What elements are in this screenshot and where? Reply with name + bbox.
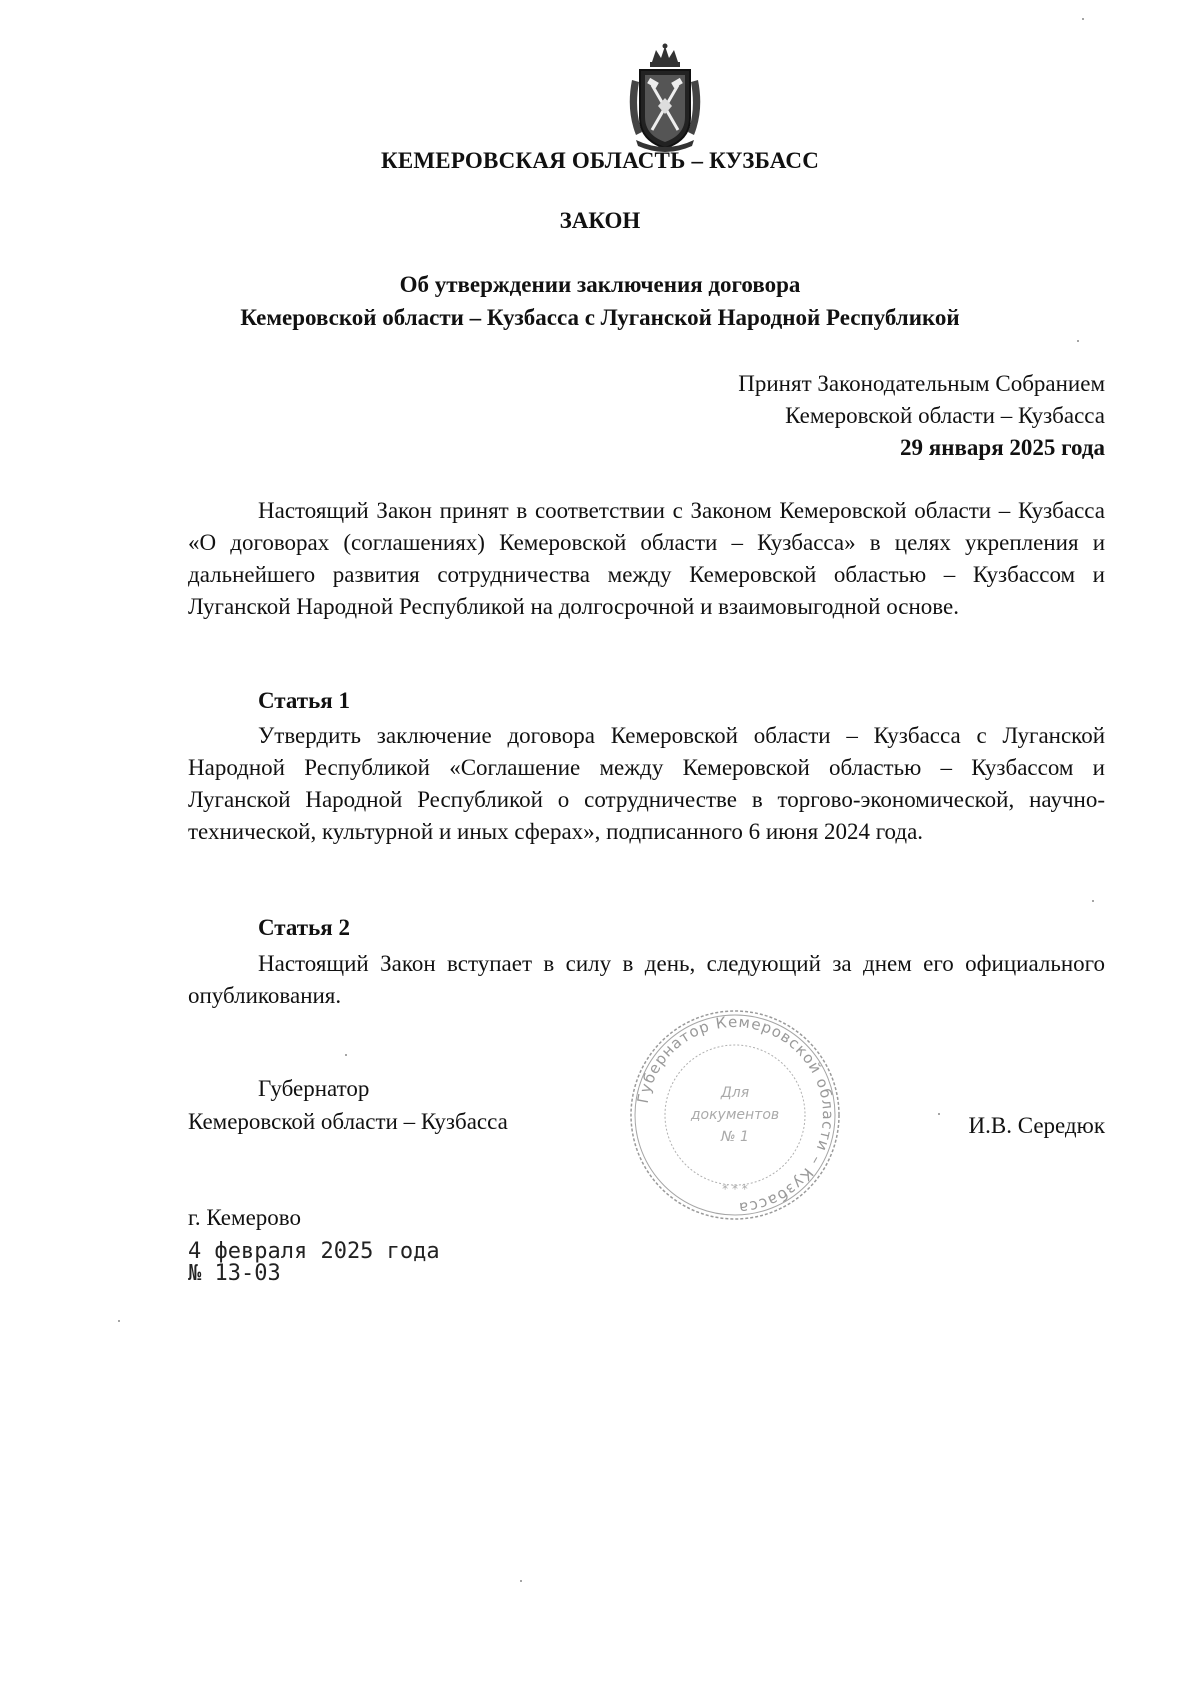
- seal-ring-text: Губернатор Кемеровской области – Кузбасса: [633, 1012, 838, 1218]
- scan-speck: [1077, 340, 1079, 342]
- law-title-line-2: Кемеровской области – Кузбасса с Луганской Народной Республикой: [240, 305, 960, 330]
- article-2-heading: Статья 2: [258, 915, 350, 940]
- seal-center-line-1: Для: [720, 1085, 750, 1101]
- adoption-line-2: Кемеровской области – Кузбасса: [785, 403, 1105, 428]
- adoption-date: 29 января 2025 года: [900, 435, 1105, 460]
- scan-speck: [1082, 18, 1084, 20]
- seal-center-line-3: № 1: [721, 1129, 749, 1145]
- document-type: ЗАКОН: [559, 208, 641, 233]
- signatory-position: Губернатор: [258, 1076, 370, 1101]
- city-of-signing: г. Кемерово: [188, 1205, 301, 1230]
- signatory-region: Кемеровской области – Кузбасса: [188, 1109, 508, 1134]
- registration-date: 4 февраля 2025 года: [188, 1239, 440, 1264]
- scan-speck: [520, 1580, 522, 1582]
- scan-speck: [345, 1054, 347, 1056]
- article-1-text: Утвердить заключение договора Кемеровской области – Кузбасса с Луганской Народной Республикой «Соглашение между Кемеровской областью – Кузбассом и Луганской Народной Республикой о сотрудничестве в торгово-экономической, научно-технической, культурной и иных сферах», подписанного 6 июня 2024 года.: [188, 723, 1105, 844]
- adoption-block: [738, 368, 1105, 464]
- registration-number: № 13-03: [188, 1261, 281, 1286]
- preamble-paragraph: Настоящий Закон принят в соответствии с Законом Кемеровской области – Кузбасса «О договорах (соглашениях) Кемеровской области – Кузбасса» в целях укрепления и дальнейшего развития сотрудничества между Кемеровской областью – Кузбассом и Луганской Народной Республикой на долгосрочной и взаимовыгодной основе.: [188, 498, 1105, 619]
- region-title: КЕМЕРОВСКАЯ ОБЛАСТЬ – КУЗБАСС: [380, 148, 820, 173]
- scan-speck: [938, 1113, 940, 1115]
- registration-stamp: [188, 1241, 440, 1285]
- official-seal: [625, 1005, 845, 1225]
- seal-center-line-2: документов: [690, 1107, 780, 1123]
- seal-stars: * * *: [722, 1182, 748, 1196]
- scan-speck: [1092, 900, 1094, 902]
- law-title-line-1: Об утверждении заключения договора: [399, 272, 801, 297]
- scan-speck: [118, 1320, 120, 1322]
- signatory-name: И.В. Середюк: [968, 1113, 1105, 1138]
- article-2-text: Настоящий Закон вступает в силу в день, следующий за днем его официального опубликования.: [188, 951, 1105, 1008]
- coat-of-arms-icon: [622, 40, 708, 152]
- adoption-line-1: Принят Законодательным Собранием: [738, 371, 1105, 396]
- article-1-heading: Статья 1: [258, 688, 350, 713]
